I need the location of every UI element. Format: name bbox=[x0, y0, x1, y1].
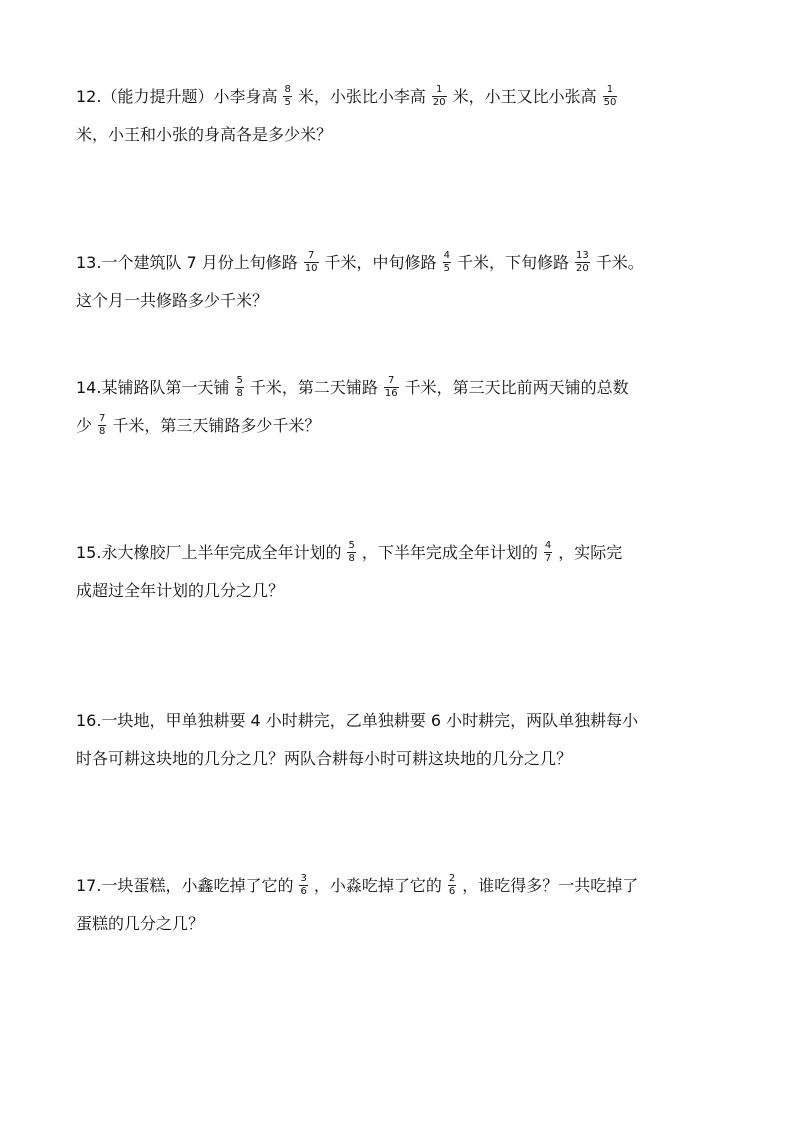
problem-text: ，小淼吃掉了它的 bbox=[313, 876, 442, 895]
problem-text: 米，小王又比小张高 bbox=[452, 87, 597, 106]
fraction-numerator: 4 bbox=[544, 540, 552, 551]
fraction bbox=[432, 84, 447, 109]
problem-text: 千米，下旬修路 bbox=[456, 253, 569, 272]
problem-text: 13.一个建筑队 7 月份上旬修路 bbox=[76, 253, 298, 272]
problem-text: 15.永大橡胶厂上半年完成全年计划的 bbox=[76, 543, 342, 562]
problem-12-line-2 bbox=[76, 116, 726, 154]
fraction bbox=[384, 375, 399, 400]
fraction-denominator: 8 bbox=[348, 553, 355, 564]
problem-text: 时各可耕这块地的几分之几？两队合耕每小时可耕这块地的几分之几？ bbox=[76, 749, 573, 768]
fraction-numerator: 1 bbox=[436, 84, 443, 95]
fraction bbox=[347, 540, 355, 565]
fraction-numerator: 1 bbox=[606, 84, 614, 95]
fraction-denominator: 5 bbox=[443, 263, 450, 274]
fraction-denominator: 16 bbox=[384, 388, 398, 399]
problem-15 bbox=[76, 534, 726, 610]
problem-text: 千米，第二天铺路 bbox=[249, 378, 378, 397]
problem-text: ，谁吃得多？一共吃掉了 bbox=[462, 876, 639, 895]
fraction bbox=[235, 375, 243, 400]
fraction-denominator: 20 bbox=[575, 263, 589, 274]
problem-16-line-1 bbox=[76, 702, 726, 740]
problem-text: 16.一块地，甲单独耕要 4 小时耕完，乙单独耕要 6 小时耕完，两队单独耕每小 bbox=[76, 711, 639, 730]
fraction-denominator: 8 bbox=[99, 426, 106, 437]
problem-text: 17.一块蛋糕，小鑫吃掉了它的 bbox=[76, 876, 294, 895]
problem-text: 千米，中旬修路 bbox=[324, 253, 437, 272]
fraction bbox=[575, 250, 590, 275]
problem-text: ，实际完 bbox=[558, 543, 623, 562]
problem-17-line-1 bbox=[76, 867, 726, 905]
problem-13 bbox=[76, 244, 726, 320]
fraction-numerator: 8 bbox=[284, 84, 291, 95]
fraction-numerator: 4 bbox=[443, 250, 450, 261]
fraction bbox=[283, 84, 291, 109]
problem-text: 米，小王和小张的身高各是多少米？ bbox=[76, 125, 333, 144]
problem-14-line-1 bbox=[76, 369, 726, 407]
fraction-denominator: 5 bbox=[284, 97, 291, 108]
fraction-denominator: 8 bbox=[236, 388, 243, 399]
problem-text: 千米，第三天铺路多少千米？ bbox=[112, 416, 321, 435]
fraction bbox=[299, 873, 307, 898]
problem-text: 千米。 bbox=[595, 253, 644, 272]
fraction bbox=[603, 84, 618, 109]
fraction bbox=[443, 250, 451, 275]
fraction bbox=[98, 413, 106, 438]
problem-14-line-2 bbox=[76, 407, 726, 445]
fraction-numerator: 7 bbox=[99, 413, 106, 424]
fraction-denominator: 6 bbox=[448, 886, 456, 897]
fraction bbox=[544, 540, 552, 565]
fraction-numerator: 7 bbox=[307, 250, 315, 261]
fraction-numerator: 7 bbox=[388, 375, 395, 386]
problem-15-line-1 bbox=[76, 534, 726, 572]
fraction-numerator: 5 bbox=[348, 540, 355, 551]
fraction-numerator: 3 bbox=[300, 873, 307, 884]
problem-17-line-2 bbox=[76, 905, 726, 943]
problem-text: 少 bbox=[76, 416, 93, 435]
problem-12-line-1 bbox=[76, 78, 726, 116]
fraction-numerator: 2 bbox=[448, 873, 456, 884]
problem-13-line-1 bbox=[76, 244, 726, 282]
problem-16 bbox=[76, 702, 726, 778]
problem-text: 这个月一共修路多少千米？ bbox=[76, 291, 269, 310]
problem-text: 14.某铺路队第一天铺 bbox=[76, 378, 230, 397]
fraction-denominator: 10 bbox=[304, 263, 318, 274]
fraction bbox=[304, 250, 319, 275]
problem-text: ，下半年完成全年计划的 bbox=[361, 543, 538, 562]
fraction-denominator: 20 bbox=[432, 97, 446, 108]
problem-text: 米，小张比小李高 bbox=[297, 87, 426, 106]
fraction-numerator: 13 bbox=[575, 250, 589, 261]
problem-text: 12.（能力提升题）小李身高 bbox=[76, 87, 278, 106]
problem-text: 成超过全年计划的几分之几？ bbox=[76, 581, 285, 600]
problem-16-line-2 bbox=[76, 740, 726, 778]
problem-12 bbox=[76, 78, 726, 154]
fraction-denominator: 7 bbox=[544, 553, 552, 564]
problem-15-line-2 bbox=[76, 572, 726, 610]
problem-text: 千米，第三天比前两天铺的总数 bbox=[404, 378, 629, 397]
fraction bbox=[448, 873, 456, 898]
fraction-denominator: 50 bbox=[603, 97, 617, 108]
problem-text: 蛋糕的几分之几？ bbox=[76, 914, 205, 933]
fraction-numerator: 5 bbox=[236, 375, 243, 386]
fraction-denominator: 6 bbox=[300, 886, 307, 897]
problem-13-line-2 bbox=[76, 282, 726, 320]
problem-14 bbox=[76, 369, 726, 445]
problem-17 bbox=[76, 867, 726, 943]
